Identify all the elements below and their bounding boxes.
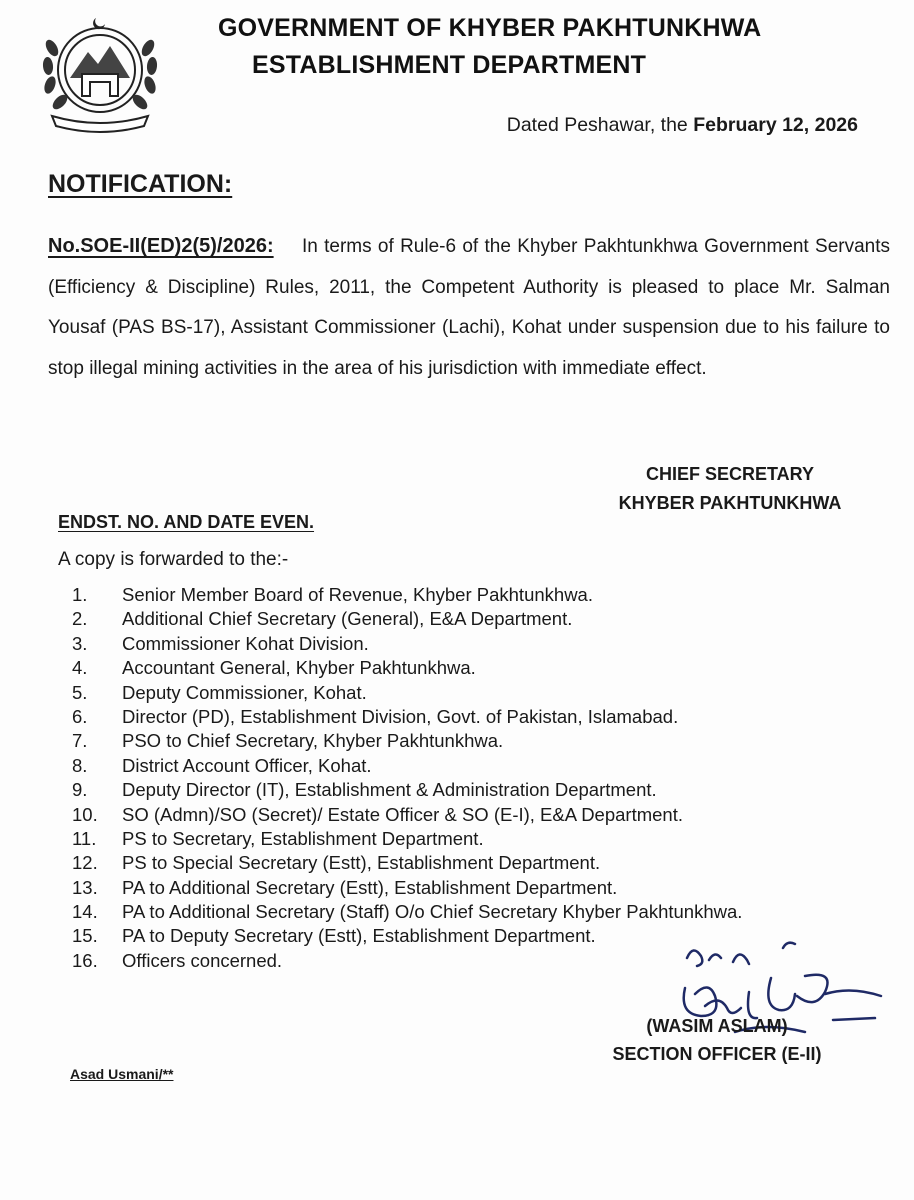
distribution-list [72,583,742,973]
section-officer-signatory [582,1012,852,1068]
reference-number: No.SOE-II(ED)2(5)/2026: [48,235,274,257]
dated-date: February 12, 2026 [693,114,858,136]
dated-prefix: Dated Peshawar, the [506,114,688,136]
endorsement-heading: ENDST. NO. AND DATE EVEN. [58,512,315,532]
list-item: 13. PA to Additional Secretary (Estt), Establishment Department. [72,876,618,898]
list-item: 14. PA to Additional Secretary (Staff) O/o Chief Secretary Khyber Pakhtunkhwa. [72,901,743,923]
list-item: 8. District Account Officer, Kohat. [72,754,372,776]
notification-paragraph [48,226,890,389]
signatory-province: KHYBER PAKHTUNKHWA [618,493,842,513]
list-item: 15. PA to Deputy Secretary (Estt), Establishment Department. [72,925,596,947]
list-item: 7. PSO to Chief Secretary, Khyber Pakhtunkhwa. [72,730,504,752]
signatory-title: CHIEF SECRETARY [645,464,814,484]
list-item: 12. PS to Special Secretary (Estt), Establishment Department. [72,852,601,874]
header-department: ESTABLISHMENT DEPARTMENT [252,51,647,79]
notification-title: NOTIFICATION: [48,170,233,198]
list-item: 1. Senior Member Board of Revenue, Khyber Pakhtunkhwa. [72,584,593,605]
signatory-name: (WASIM ASLAM) [646,1016,788,1036]
kp-government-emblem-icon [30,8,170,138]
list-item: 10. SO (Admn)/SO (Secret)/ Estate Officer & SO (E-I), E&A Department. [72,803,683,825]
chief-secretary-signatory [605,460,855,518]
list-item: 3. Commissioner Kohat Division. [72,632,369,654]
notification-body: In terms of Rule-6 of the Khyber Pakhtunkhwa Government Servants (Efficiency & Discipline) Rules, 2011, the Competent Authority is pleased to place Mr. Salman Yousaf (PAS BS-17), Assistant Commissioner (Lachi), Kohat under suspension due to his failure to stop illegal mining activities in the area of his jurisdiction with immediate effect. [48,236,891,379]
signatory-designation: SECTION OFFICER (E-II) [612,1044,822,1064]
endorsement-intro: A copy is forwarded to the:- [58,549,289,570]
header-government: GOVERNMENT OF KHYBER PAKHTUNKHWA [218,14,762,42]
list-item: 11. PS to Secretary, Establishment Department. [72,827,484,849]
list-item: 2. Additional Chief Secretary (General), E&A Department. [72,608,573,630]
list-item: 6. Director (PD), Establishment Division, Govt. of Pakistan, Islamabad. [72,705,679,727]
list-item: 4. Accountant General, Khyber Pakhtunkhwa. [72,657,476,679]
list-item: 9. Deputy Director (IT), Establishment & Administration Department. [72,779,657,801]
dated-line [507,114,858,137]
list-item: 16. Officers concerned. [72,949,283,971]
author-initials: Asad Usmani/** [70,1066,174,1082]
list-item: 5. Deputy Commissioner, Kohat. [72,681,367,703]
